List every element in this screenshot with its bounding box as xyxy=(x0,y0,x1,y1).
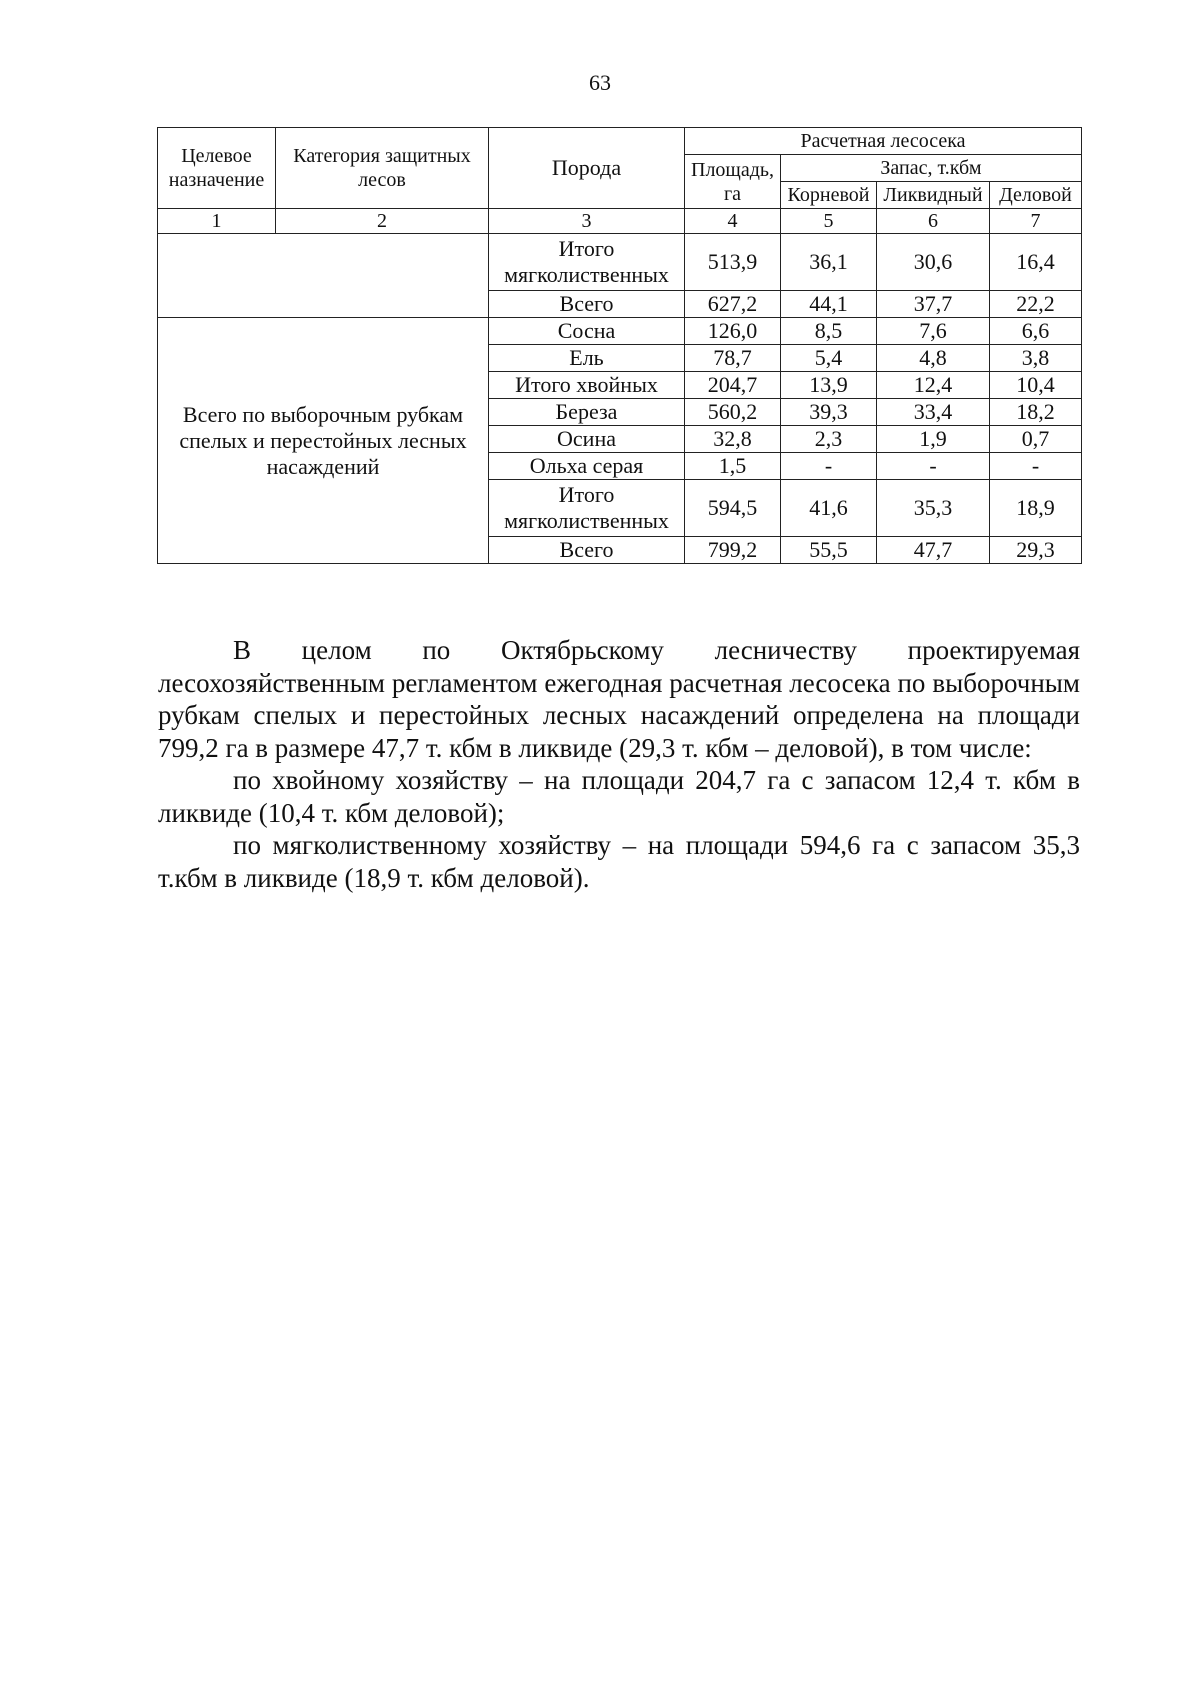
group1-label xyxy=(158,234,489,318)
root-cell: 44,1 xyxy=(781,291,877,318)
area-cell: 126,0 xyxy=(685,318,781,345)
business-cell: 6,6 xyxy=(990,318,1082,345)
species-cell: Всего xyxy=(489,537,685,564)
root-cell: - xyxy=(781,453,877,480)
root-cell: 5,4 xyxy=(781,345,877,372)
conifer-paragraph: по хвойному хозяйству – на площади 204,7 га с запасом 12,4 т. кбм в ликвиде (10,4 т. кбм деловой); xyxy=(158,765,1080,828)
root-cell: 8,5 xyxy=(781,318,877,345)
column-number: 6 xyxy=(877,209,990,234)
liquid-cell: 47,7 xyxy=(877,537,990,564)
column-number: 2 xyxy=(276,209,489,234)
business-cell: 16,4 xyxy=(990,234,1082,291)
table-row xyxy=(158,318,1082,345)
species-cell: Ольха серая xyxy=(489,453,685,480)
species-cell: Итого мягколиственных xyxy=(489,480,685,537)
area-cell: 513,9 xyxy=(685,234,781,291)
header-stock: Запас, т.кбм xyxy=(781,155,1082,182)
softwood-paragraph: по мягколиственному хозяйству – на площади 594,6 га с запасом 35,3 т.кбм в ликвиде (18,9 т. кбм деловой). xyxy=(158,830,1080,893)
root-cell: 55,5 xyxy=(781,537,877,564)
business-cell: 3,8 xyxy=(990,345,1082,372)
area-cell: 78,7 xyxy=(685,345,781,372)
area-cell: 204,7 xyxy=(685,372,781,399)
page-number: 63 xyxy=(589,70,611,95)
area-cell: 1,5 xyxy=(685,453,781,480)
liquid-cell: 35,3 xyxy=(877,480,990,537)
species-cell: Осина xyxy=(489,426,685,453)
liquid-cell: 1,9 xyxy=(877,426,990,453)
cutting-area-table xyxy=(157,127,1082,564)
column-number: 3 xyxy=(489,209,685,234)
root-cell: 36,1 xyxy=(781,234,877,291)
summary-paragraph: В целом по Октябрьскому лесничеству проектируемая лесохозяйственным регламентом ежегодная расчетная лесосека по выборочным рубкам спелых и перестойных лесных насаждений определена на площади 799,2 га в размере 47,7 т. кбм в ликвиде (29,3 т. кбм – деловой), в том числе: xyxy=(158,635,1080,763)
root-cell: 2,3 xyxy=(781,426,877,453)
liquid-cell: 37,7 xyxy=(877,291,990,318)
liquid-cell: 30,6 xyxy=(877,234,990,291)
column-number: 1 xyxy=(158,209,276,234)
header-area: Площадь, га xyxy=(685,155,781,209)
column-number: 4 xyxy=(685,209,781,234)
business-cell: 10,4 xyxy=(990,372,1082,399)
species-cell: Итого хвойных xyxy=(489,372,685,399)
column-number: 5 xyxy=(781,209,877,234)
root-cell: 41,6 xyxy=(781,480,877,537)
liquid-cell: 4,8 xyxy=(877,345,990,372)
species-cell: Итого мягколиственных xyxy=(489,234,685,291)
area-cell: 594,5 xyxy=(685,480,781,537)
area-cell: 32,8 xyxy=(685,426,781,453)
business-cell: 18,2 xyxy=(990,399,1082,426)
business-cell: - xyxy=(990,453,1082,480)
species-cell: Всего xyxy=(489,291,685,318)
header-species: Порода xyxy=(489,128,685,209)
header-root: Корневой xyxy=(781,182,877,209)
business-cell: 18,9 xyxy=(990,480,1082,537)
header-liquid: Ликвидный xyxy=(877,182,990,209)
header-cutting-area: Расчетная лесосека xyxy=(685,128,1082,155)
column-numbers-row xyxy=(158,209,1082,234)
area-cell: 799,2 xyxy=(685,537,781,564)
root-cell: 39,3 xyxy=(781,399,877,426)
species-cell: Ель xyxy=(489,345,685,372)
business-cell: 29,3 xyxy=(990,537,1082,564)
table-row xyxy=(158,234,1082,291)
liquid-cell: - xyxy=(877,453,990,480)
header-category: Категория защитных лесов xyxy=(276,128,489,209)
column-number: 7 xyxy=(990,209,1082,234)
header-business: Деловой xyxy=(990,182,1082,209)
species-cell: Береза xyxy=(489,399,685,426)
area-cell: 627,2 xyxy=(685,291,781,318)
root-cell: 13,9 xyxy=(781,372,877,399)
liquid-cell: 33,4 xyxy=(877,399,990,426)
body-text xyxy=(158,634,1080,894)
group2-label: Всего по выборочным рубкам спелых и перестойных лесных насаждений xyxy=(158,318,489,564)
area-cell: 560,2 xyxy=(685,399,781,426)
business-cell: 0,7 xyxy=(990,426,1082,453)
liquid-cell: 12,4 xyxy=(877,372,990,399)
header-purpose: Целевое назначение xyxy=(158,128,276,209)
species-cell: Сосна xyxy=(489,318,685,345)
liquid-cell: 7,6 xyxy=(877,318,990,345)
business-cell: 22,2 xyxy=(990,291,1082,318)
